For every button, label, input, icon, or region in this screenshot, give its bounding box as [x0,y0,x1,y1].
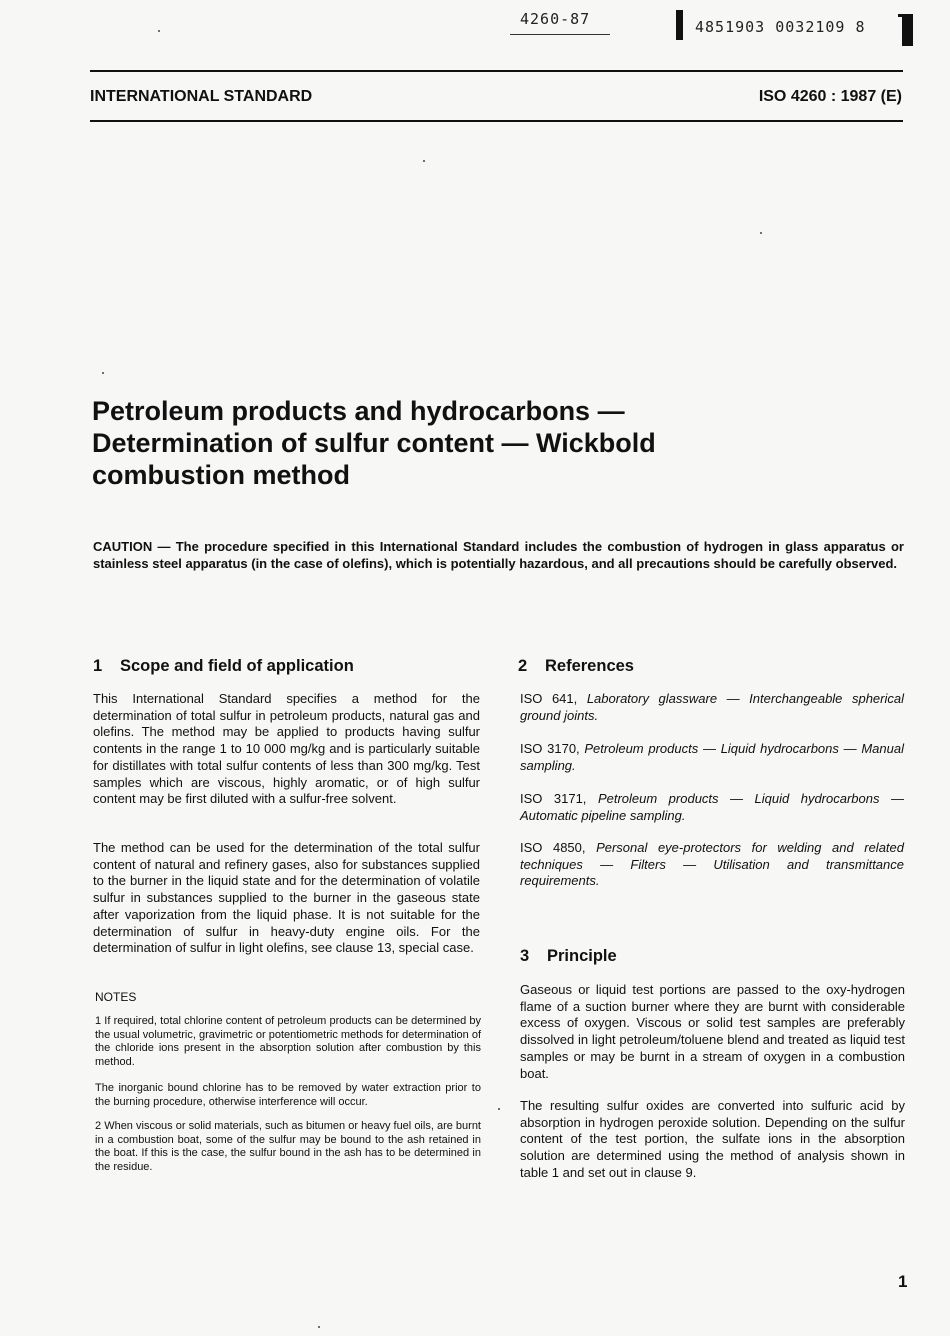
header-bottom-rule [90,120,903,122]
reference-title: Personal eye-protectors for welding and related techniques — Filters — Utilisation and transmittance requirements. [520,840,904,889]
page-number: 1 [898,1272,908,1291]
scan-mark-bar [676,10,683,40]
section-3-paragraph-1: Gaseous or liquid test portions are passed to the oxy-hydrogen flame of a suction burner where they are burnt with considerable excess of oxygen. Viscous or solid test samples are preferably dissolved in light petroleum/toluene blend and treated as liquid test samples or may be burnt in a stream of oxygen in a combustion boat. [520,982,905,1081]
section-1-number: 1 [93,657,103,675]
title-line-3: combustion method [92,460,350,490]
catalog-code: 4851903 0032109 8 [695,18,866,36]
header-left: INTERNATIONAL STANDARD [90,88,313,105]
title-line-1: Petroleum products and hydrocarbons — [92,396,625,426]
section-3-number: 3 [520,947,530,965]
header-top-rule [90,70,903,72]
caution-paragraph: CAUTION — The procedure specified in this International Standard includes the combustion of hydrogen in glass apparatus or stainless steel apparatus (in the case of olefins), which is potentially hazardous, and all precautions should be carefully observed. [93,539,904,571]
reference-item [520,791,904,824]
section-1-paragraph-2: The method can be used for the determination of the total sulfur content of natural and refinery gases, also for substances supplied to the burner in the liquid state and for the determination of volatile sulfur in substances supplied to the burner in the gaseous state after vaporization from the liquid phase. It is not suitable for the determination of sulfur in heavy-duty engine oils. For the determination of sulfur in light olefins, see clause 13, special case. [93,840,480,956]
notes-label: NOTES [95,990,137,1004]
section-3-heading [520,947,617,966]
reference-code: ISO 3171, [520,791,587,806]
reference-code: ISO 4850, [520,840,586,855]
note-1-continued: The inorganic bound chlorine has to be removed by water extraction prior to the burning procedure, otherwise interference will occur. [95,1082,481,1108]
document-title [92,395,792,491]
reference-title: Laboratory glassware — Interchangeable spherical ground joints. [520,691,904,723]
handwritten-underline [510,34,610,35]
handwritten-code: 4260-87 [520,10,591,28]
title-line-2: Determination of sulfur content — Wickbold [92,428,656,458]
scan-speck [318,1326,320,1328]
reference-code: ISO 3170, [520,741,580,756]
scan-mark-tick [898,14,904,17]
scan-speck [498,1108,500,1110]
reference-item [520,840,904,890]
note-2: 2 When viscous or solid materials, such as bitumen or heavy fuel oils, are burnt in a combustion boat, some of the sulfur may be bound to the ash retained in the boat. If this is the case, the sulfur bound in the ash has to be determined in the residue. [95,1120,481,1173]
section-3-title: Principle [547,947,617,965]
scan-speck [423,160,425,162]
section-2-title: References [545,657,634,675]
reference-item [520,691,904,724]
section-1-paragraph-1: This International Standard specifies a method for the determination of total sulfur in petroleum products, natural gas and olefins. The method may be applied to products having sulfur contents in the range 1 to 10 000 mg/kg and is particularly suitable for distillates with total sulfur contents of less than 300 mg/kg. Test samples which are viscous, highly aromatic, or of high sulfur content may be first diluted with a sulfur-free solvent. [93,691,480,807]
section-2-number: 2 [518,657,528,675]
section-1-heading [93,657,354,676]
scan-speck [102,372,104,374]
reference-title: Petroleum products — Liquid hydrocarbons — Automatic pipeline sampling. [520,791,904,823]
reference-title: Petroleum products — Liquid hydrocarbons — Manual sampling. [520,741,904,773]
reference-item [520,741,904,774]
section-3-paragraph-2: The resulting sulfur oxides are converted into sulfuric acid by absorption in hydrogen peroxide solution. Depending on the sulfur content of the test portion, the sulfate ions in the absorption solution are determined using the method of analysis shown in table 1 and set out in clause 9. [520,1098,905,1180]
header-right: ISO 4260 : 1987 (E) [758,88,902,105]
scan-mark-bar-right [902,14,913,46]
section-2-heading [518,657,634,676]
scan-speck [760,232,762,234]
note-1: 1 If required, total chlorine content of petroleum products can be determined by the usual volumetric, gravimetric or potentiometric methods for determination of the chloride ions present in the absorption solution after combustion by this method. [95,1015,481,1068]
reference-code: ISO 641, [520,691,578,706]
scan-speck [158,30,160,32]
section-1-title: Scope and field of application [120,657,354,675]
